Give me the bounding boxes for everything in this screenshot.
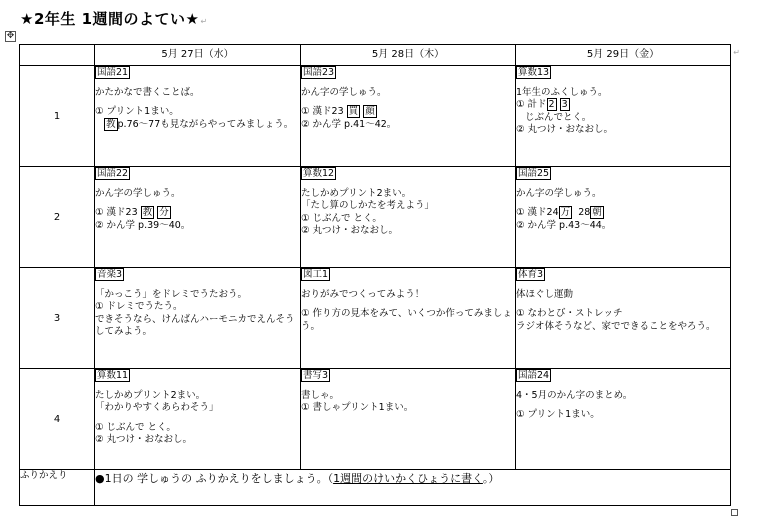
lesson-cell[interactable]: 算数11 たしかめプリント2まい。 「わかりやすくあらわそう」 ① じぶんで とく。 ② 丸つけ・おなおし。 <box>95 369 301 470</box>
lesson-cell[interactable]: 算数12 たしかめプリント2まい。 「たし算のしかたを考えよう」 ① じぶんで とく。 ② 丸つけ・おなおし。 <box>301 167 516 268</box>
lesson-cell[interactable]: 国語23 かん字の学しゅう。 ① 漢ド23 買 顔 ② かん学 p.41〜42。 <box>301 66 516 167</box>
period-label: 2 <box>20 167 95 268</box>
subject-badge: 国語25 <box>518 168 550 179</box>
lesson-cell[interactable]: 算数13 1年生のふくしゅう。 ① 計ド 2 3 じぶんでとく。 ② 丸つけ・おなおし。 <box>516 66 731 167</box>
subject-badge: 体育3 <box>518 269 544 280</box>
reflection-label: ふりかえり <box>20 470 95 506</box>
period-row-3 <box>20 268 731 369</box>
reflection-row <box>20 470 731 506</box>
lesson-cell[interactable]: 国語21 かたかなで書くことば。 ① プリント1まい。 教 p.76〜77も見ながらやってみましょう。 <box>95 66 301 167</box>
period-label: 4 <box>20 369 95 470</box>
document-title <box>20 8 208 29</box>
subject-badge: 算数11 <box>97 370 129 381</box>
row-end-mark: ↵ <box>733 48 740 57</box>
corner-cell <box>20 45 95 66</box>
subject-badge: 音楽3 <box>97 269 123 280</box>
lesson-cell[interactable]: 図工1 おりがみでつくってみよう！ ① 作り方の見本をみて、いくつか作ってみましょう。 <box>301 268 516 369</box>
paragraph-mark: ↵ <box>200 17 208 26</box>
title-text: ★2年生 1週間のよてい★ <box>20 10 200 28</box>
day-header-wed: 5月 27日（水） <box>95 45 301 66</box>
lesson-cell[interactable]: 国語24 4・5月のかん字のまとめ。 ① プリント1まい。 <box>516 369 731 470</box>
lesson-cell[interactable]: 国語25 かん字の学しゅう。 ① 漢ド24 万 28 朝 ② かん学 p.43〜44。 <box>516 167 731 268</box>
lesson-cell[interactable]: 書写3 書しゃ。 ① 書しゃプリント1まい。 <box>301 369 516 470</box>
subject-badge: 書写3 <box>303 370 329 381</box>
subject-badge: 図工1 <box>303 269 329 280</box>
table-resize-handle[interactable] <box>731 509 738 516</box>
textbook-note: 教 p.76〜77も見ながらやってみましょう。 <box>106 118 294 130</box>
subject-badge: 算数13 <box>518 67 550 78</box>
lesson-cell[interactable]: 体育3 体ほぐし運動 ① なわとび・ストレッチ ラジオ体そうなど、家でできることをやろう。 <box>516 268 731 369</box>
header-row <box>20 45 731 66</box>
period-label: 1 <box>20 66 95 167</box>
day-header-thu: 5月 28日（木） <box>301 45 516 66</box>
period-row-2 <box>20 167 731 268</box>
subject-badge: 国語23 <box>303 67 335 78</box>
subject-badge: 算数12 <box>303 168 335 179</box>
lesson-cell[interactable]: 国語22 かん字の学しゅう。 ① 漢ド23 教 分 ② かん学 p.39〜40。 <box>95 167 301 268</box>
subject-badge: 国語22 <box>97 168 129 179</box>
period-row-4 <box>20 369 731 470</box>
reflection-text-cell[interactable]: ●1日の 学しゅうの ふりかえりをしましょう。（1週間のけいかくひょうに書く。） <box>95 470 731 506</box>
schedule-table <box>19 44 740 506</box>
table-move-handle[interactable]: ✥ <box>6 31 15 41</box>
subject-badge: 国語21 <box>97 67 129 78</box>
period-label: 3 <box>20 268 95 369</box>
lesson-cell[interactable]: 音楽3 「かっこう」をドレミでうたおう。 ① ドレミでうたう。 できそうなら、けんばんハーモニカでえんそうしてみよう。 <box>95 268 301 369</box>
period-row-1 <box>20 66 731 167</box>
day-header-fri: 5月 29日（金） ↵ <box>516 45 731 66</box>
subject-badge: 国語24 <box>518 370 550 381</box>
